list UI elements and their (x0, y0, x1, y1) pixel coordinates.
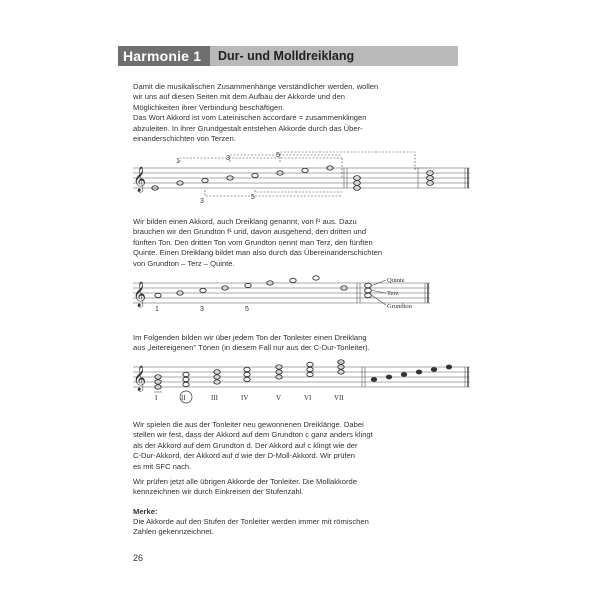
degree-label: VI (304, 394, 312, 402)
treble-clef: 𝄞 (133, 167, 147, 192)
chord-label-terz: Terz (387, 290, 399, 297)
triad-paragraph: Wir bilden einen Akkord, auch Dreiklang genannt, von f¹ aus. Dazu brauchen wir den Grundton f¹ und, davon ausgehend, den dritten und fünften Ton. Den dritten Ton vom Grundton nennt man Terz, den fünften Quinte. Einen Dreiklang bildet man also durch das Übereinanderschichten von Grundton – Terz – Quinte. (133, 217, 383, 268)
section-title: Dur- und Molldreiklang (218, 49, 355, 63)
chord-label-quinte: Quinte (387, 277, 405, 284)
degree-label: III (211, 394, 218, 402)
merke-text: Die Akkorde auf den Stufen der Tonleiter werden immer mit römischen Zahlen gekennzeichnet. (133, 517, 369, 537)
circled-degree-marker (180, 391, 192, 403)
intro-paragraph: Damit die musikalischen Zusammenhänge verständlicher werden, wollen wir uns auf diesen Seiten mit dem Aufbau der Akkorde und den Möglichkeiten ihrer Verbindung beschäftigen. Das Wort Akkord ist vom Lateinischen accordare = zusammenklingen abzuleiten. In ihrer Grundgestalt entstehen Akkorde durch das Über- einanderschichten von Terzen. (133, 82, 379, 144)
minor-paragraph: Wir prüfen jetzt alle übrigen Akkorde der Tonleiter. Die Mollakkorde kennzeichnen wir durch Einkreisen der Stufenzahl. (133, 477, 357, 497)
staff1-label: 5 (251, 194, 255, 201)
merke-heading: Merke: (133, 507, 158, 516)
degree-label: V (276, 394, 282, 402)
staff2-label: 1 (155, 306, 159, 313)
comparison-paragraph: Wir spielen die aus der Tonleiter neu gewonnenen Dreiklänge. Dabei stellen wir fest, dass der Akkord auf dem Grundton c ganz anders klingt als der Akkord auf dem Grundton d. Der Akkord auf c klingt wie der C-Dur-Akkord, der Akkord auf d wie der D-Moll-Akkord. Wir prüfen es mit SFC nach. (133, 420, 373, 471)
staff1-label: 5 (276, 152, 280, 159)
staff1-label: 3 (226, 155, 230, 162)
svg-text:𝄞: 𝄞 (133, 282, 147, 307)
staff1-label: 1 (176, 158, 180, 165)
degree-label: IV (241, 394, 249, 402)
degree-label: II (181, 394, 186, 402)
section-label: Harmonie 1 (118, 46, 210, 66)
scale-notes (151, 166, 333, 190)
chord-label-grundton: Grundton (387, 303, 412, 310)
page-number: 26 (133, 553, 144, 563)
degree-label: I (155, 394, 158, 402)
svg-text:𝄞: 𝄞 (133, 366, 147, 391)
scale-paragraph: Im Folgenden bilden wir über jedem Ton der Tonleiter einen Dreiklang aus „leitereigenen" Tönen (in diesem Fall nur aus der C-Dur-Tonleiter). (133, 333, 370, 353)
staff1-label: 3 (200, 198, 204, 205)
staff2-label: 5 (245, 306, 249, 313)
section-header (118, 46, 458, 66)
degree-label: VII (334, 394, 344, 402)
staff2-label: 3 (200, 306, 204, 313)
